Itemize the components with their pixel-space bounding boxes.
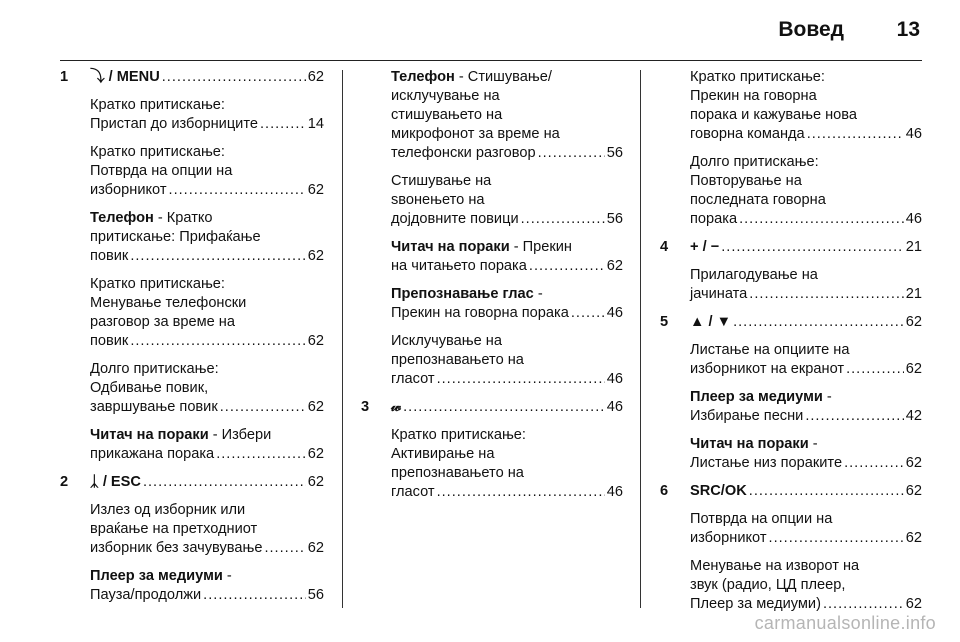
entry-text: - Кратко [153, 210, 213, 226]
index-entry [660, 266, 922, 304]
control-number: 4 [660, 239, 669, 255]
index-entry [361, 285, 623, 323]
entry-text: препознавањето на [391, 465, 524, 481]
page-header [60, 0, 922, 61]
watermark: carmanualsonline.info [754, 613, 936, 633]
entry-text: повик [90, 333, 129, 349]
entry-heading: Читач на пораки [90, 427, 209, 443]
section-title: Вовед [778, 18, 844, 41]
entry-text: порака [690, 211, 738, 227]
page-ref: 62 [905, 483, 922, 499]
back-arrow-icon: ᛣ [90, 474, 99, 490]
entry-heading: Телефон [391, 69, 455, 85]
entry-text: исклучување на [391, 88, 500, 104]
entry-heading: Плеер за медиуми [690, 389, 823, 405]
entry-text: враќање на претходниот [90, 521, 258, 537]
entry-text: изборник без зачувување [90, 540, 263, 556]
entry-text: Избирање песни [690, 408, 804, 424]
page-ref: 62 [905, 530, 922, 546]
entry-text: Долго притискање: [690, 154, 819, 170]
page-ref: 46 [606, 484, 623, 500]
entry-text: Повторување на [690, 173, 802, 189]
index-entry [660, 68, 922, 144]
control-label: / ESC [98, 474, 141, 490]
page-ref: 62 [307, 69, 324, 85]
entry-text: Прилагодување на [690, 267, 818, 283]
entry-text: Кратко притискање: [391, 427, 526, 443]
index-entry [60, 143, 324, 200]
entry-text: Стишување на [391, 173, 492, 189]
entry-text: Активирање на [391, 446, 495, 462]
entry-text: - [222, 568, 232, 584]
page-ref: 62 [307, 182, 324, 198]
entry-text: Плеер за медиуми) [690, 596, 821, 612]
entry-text: последната говорна [690, 192, 826, 208]
page-ref: 46 [905, 211, 922, 227]
entry-text: - Прекин [509, 239, 572, 255]
page-ref: 62 [905, 596, 922, 612]
entry-text: - Стишување/ [454, 69, 552, 85]
entry-heading: Читач на пораки [391, 239, 510, 255]
page-ref: 56 [307, 587, 324, 603]
entry-heading: Препознавање глас [391, 286, 534, 302]
entry-text: Исклучување на [391, 333, 502, 349]
entry-heading: Читач на пораки [690, 436, 809, 452]
entry-text: Менување телефонски [90, 295, 247, 311]
index-entry [60, 96, 324, 134]
index-entry [60, 209, 324, 266]
entry-text: - [808, 436, 818, 452]
entry-text: микрофонот за време на [391, 126, 560, 142]
entry-text: Пристап до изборниците [90, 116, 258, 132]
entry-text: јачината [690, 286, 748, 302]
entry-text: Потврда на опции на [90, 163, 233, 179]
entry-text: на читањето порака [391, 258, 527, 274]
page-ref: 62 [905, 314, 922, 330]
page-ref: 62 [307, 474, 324, 490]
page-ref: 62 [307, 540, 324, 556]
entry-text: Листање низ пораките [690, 455, 843, 471]
entry-text: Кратко притискање: [690, 69, 825, 85]
control-entry-2 [60, 473, 324, 492]
entry-text: Одбивање повик, [90, 380, 209, 396]
entry-text: изборникот [90, 182, 167, 198]
index-entry [660, 557, 922, 614]
entry-text: дојдовните повици [391, 211, 519, 227]
page-ref: 46 [905, 126, 922, 142]
column-divider [342, 70, 343, 608]
entry-text: Прекин на говорна [690, 88, 817, 104]
control-label: / MENU [104, 69, 160, 85]
entry-text: притискање: Прифаќање [90, 229, 261, 245]
entry-text: прикажана порака [90, 446, 215, 462]
entry-text: Долго притискање: [90, 361, 219, 377]
voice-recognition-icon: 𝓌 [391, 399, 402, 415]
entry-text: говорна команда [690, 126, 805, 142]
entry-text: Листање на опциите на [690, 342, 850, 358]
control-entry-6 [660, 482, 922, 501]
entry-heading: Телефон [90, 210, 154, 226]
entry-text: ѕвонењето на [391, 192, 485, 208]
entry-text: Прекин на говорна порака [391, 305, 569, 321]
entry-heading: Плеер за медиуми [90, 568, 223, 584]
control-entry-3 [361, 398, 623, 417]
entry-text: повик [90, 248, 129, 264]
entry-text: Менување на изворот на [690, 558, 860, 574]
index-entry [660, 153, 922, 229]
index-entry [660, 341, 922, 379]
index-entry [361, 426, 623, 502]
phone-end-icon: ⤵ [90, 69, 105, 85]
entry-text: Пауза/продолжи [90, 587, 202, 603]
index-entry [660, 435, 922, 473]
index-column-1 [60, 68, 324, 608]
entry-text: - Избери [208, 427, 272, 443]
entry-text: гласот [391, 484, 435, 500]
entry-text: стишувањето на [391, 107, 503, 123]
entry-text: Кратко притискање: [90, 97, 225, 113]
page-ref: 62 [606, 258, 623, 274]
entry-text: - [533, 286, 543, 302]
index-entry [361, 68, 623, 163]
control-entry-4 [660, 238, 922, 257]
index-entry [60, 275, 324, 351]
page-ref: 21 [905, 286, 922, 302]
plus-minus-icon: + / − [690, 239, 720, 255]
page-number: 13 [896, 18, 920, 41]
page-ref: 46 [606, 371, 623, 387]
page-ref: 56 [606, 145, 623, 161]
page-ref: 62 [905, 361, 922, 377]
entry-text: Кратко притискање: [90, 276, 225, 292]
entry-text: изборникот на екранот [690, 361, 845, 377]
entry-text: Излез од изборник или [90, 502, 246, 518]
page-ref: 62 [307, 333, 324, 349]
page-ref: 14 [307, 116, 324, 132]
control-number: 1 [60, 69, 69, 85]
page-ref: 21 [905, 239, 922, 255]
control-label: SRC/OK [690, 483, 747, 499]
page-ref: 42 [905, 408, 922, 424]
control-entry-1 [60, 68, 324, 87]
control-number: 3 [361, 399, 370, 415]
page-ref: 46 [606, 305, 623, 321]
page-ref: 46 [606, 399, 623, 415]
column-divider [640, 70, 641, 608]
entry-text: порака и кажување нова [690, 107, 857, 123]
entry-text: изборникот [690, 530, 767, 546]
entry-text: Кратко притискање: [90, 144, 225, 160]
index-entry [361, 172, 623, 229]
entry-text: звук (радио, ЦД плеер, [690, 577, 846, 593]
control-entry-5 [660, 313, 922, 332]
page-ref: 62 [307, 399, 324, 415]
index-column-3 [660, 68, 922, 612]
entry-text: препознавањето на [391, 352, 524, 368]
index-entry [60, 567, 324, 605]
page-ref: 62 [905, 455, 922, 471]
page-ref: 62 [307, 248, 324, 264]
entry-text: разговор за време на [90, 314, 235, 330]
index-entry [60, 426, 324, 464]
page-ref: 56 [606, 211, 623, 227]
page-ref: 62 [307, 446, 324, 462]
entry-text: телефонски разговор [391, 145, 536, 161]
index-entry [660, 510, 922, 548]
index-entry [361, 332, 623, 389]
control-number: 6 [660, 483, 669, 499]
index-entry [660, 388, 922, 426]
entry-text: - [822, 389, 832, 405]
control-number: 5 [660, 314, 669, 330]
index-entry [60, 360, 324, 417]
index-entry [60, 501, 324, 558]
control-number: 2 [60, 474, 69, 490]
entry-text: Потврда на опции на [690, 511, 833, 527]
entry-text: гласот [391, 371, 435, 387]
entry-text: завршување повик [90, 399, 218, 415]
up-down-arrows-icon: ▲ / ▼ [690, 314, 732, 330]
index-column-2 [361, 68, 623, 608]
index-entry [361, 238, 623, 276]
